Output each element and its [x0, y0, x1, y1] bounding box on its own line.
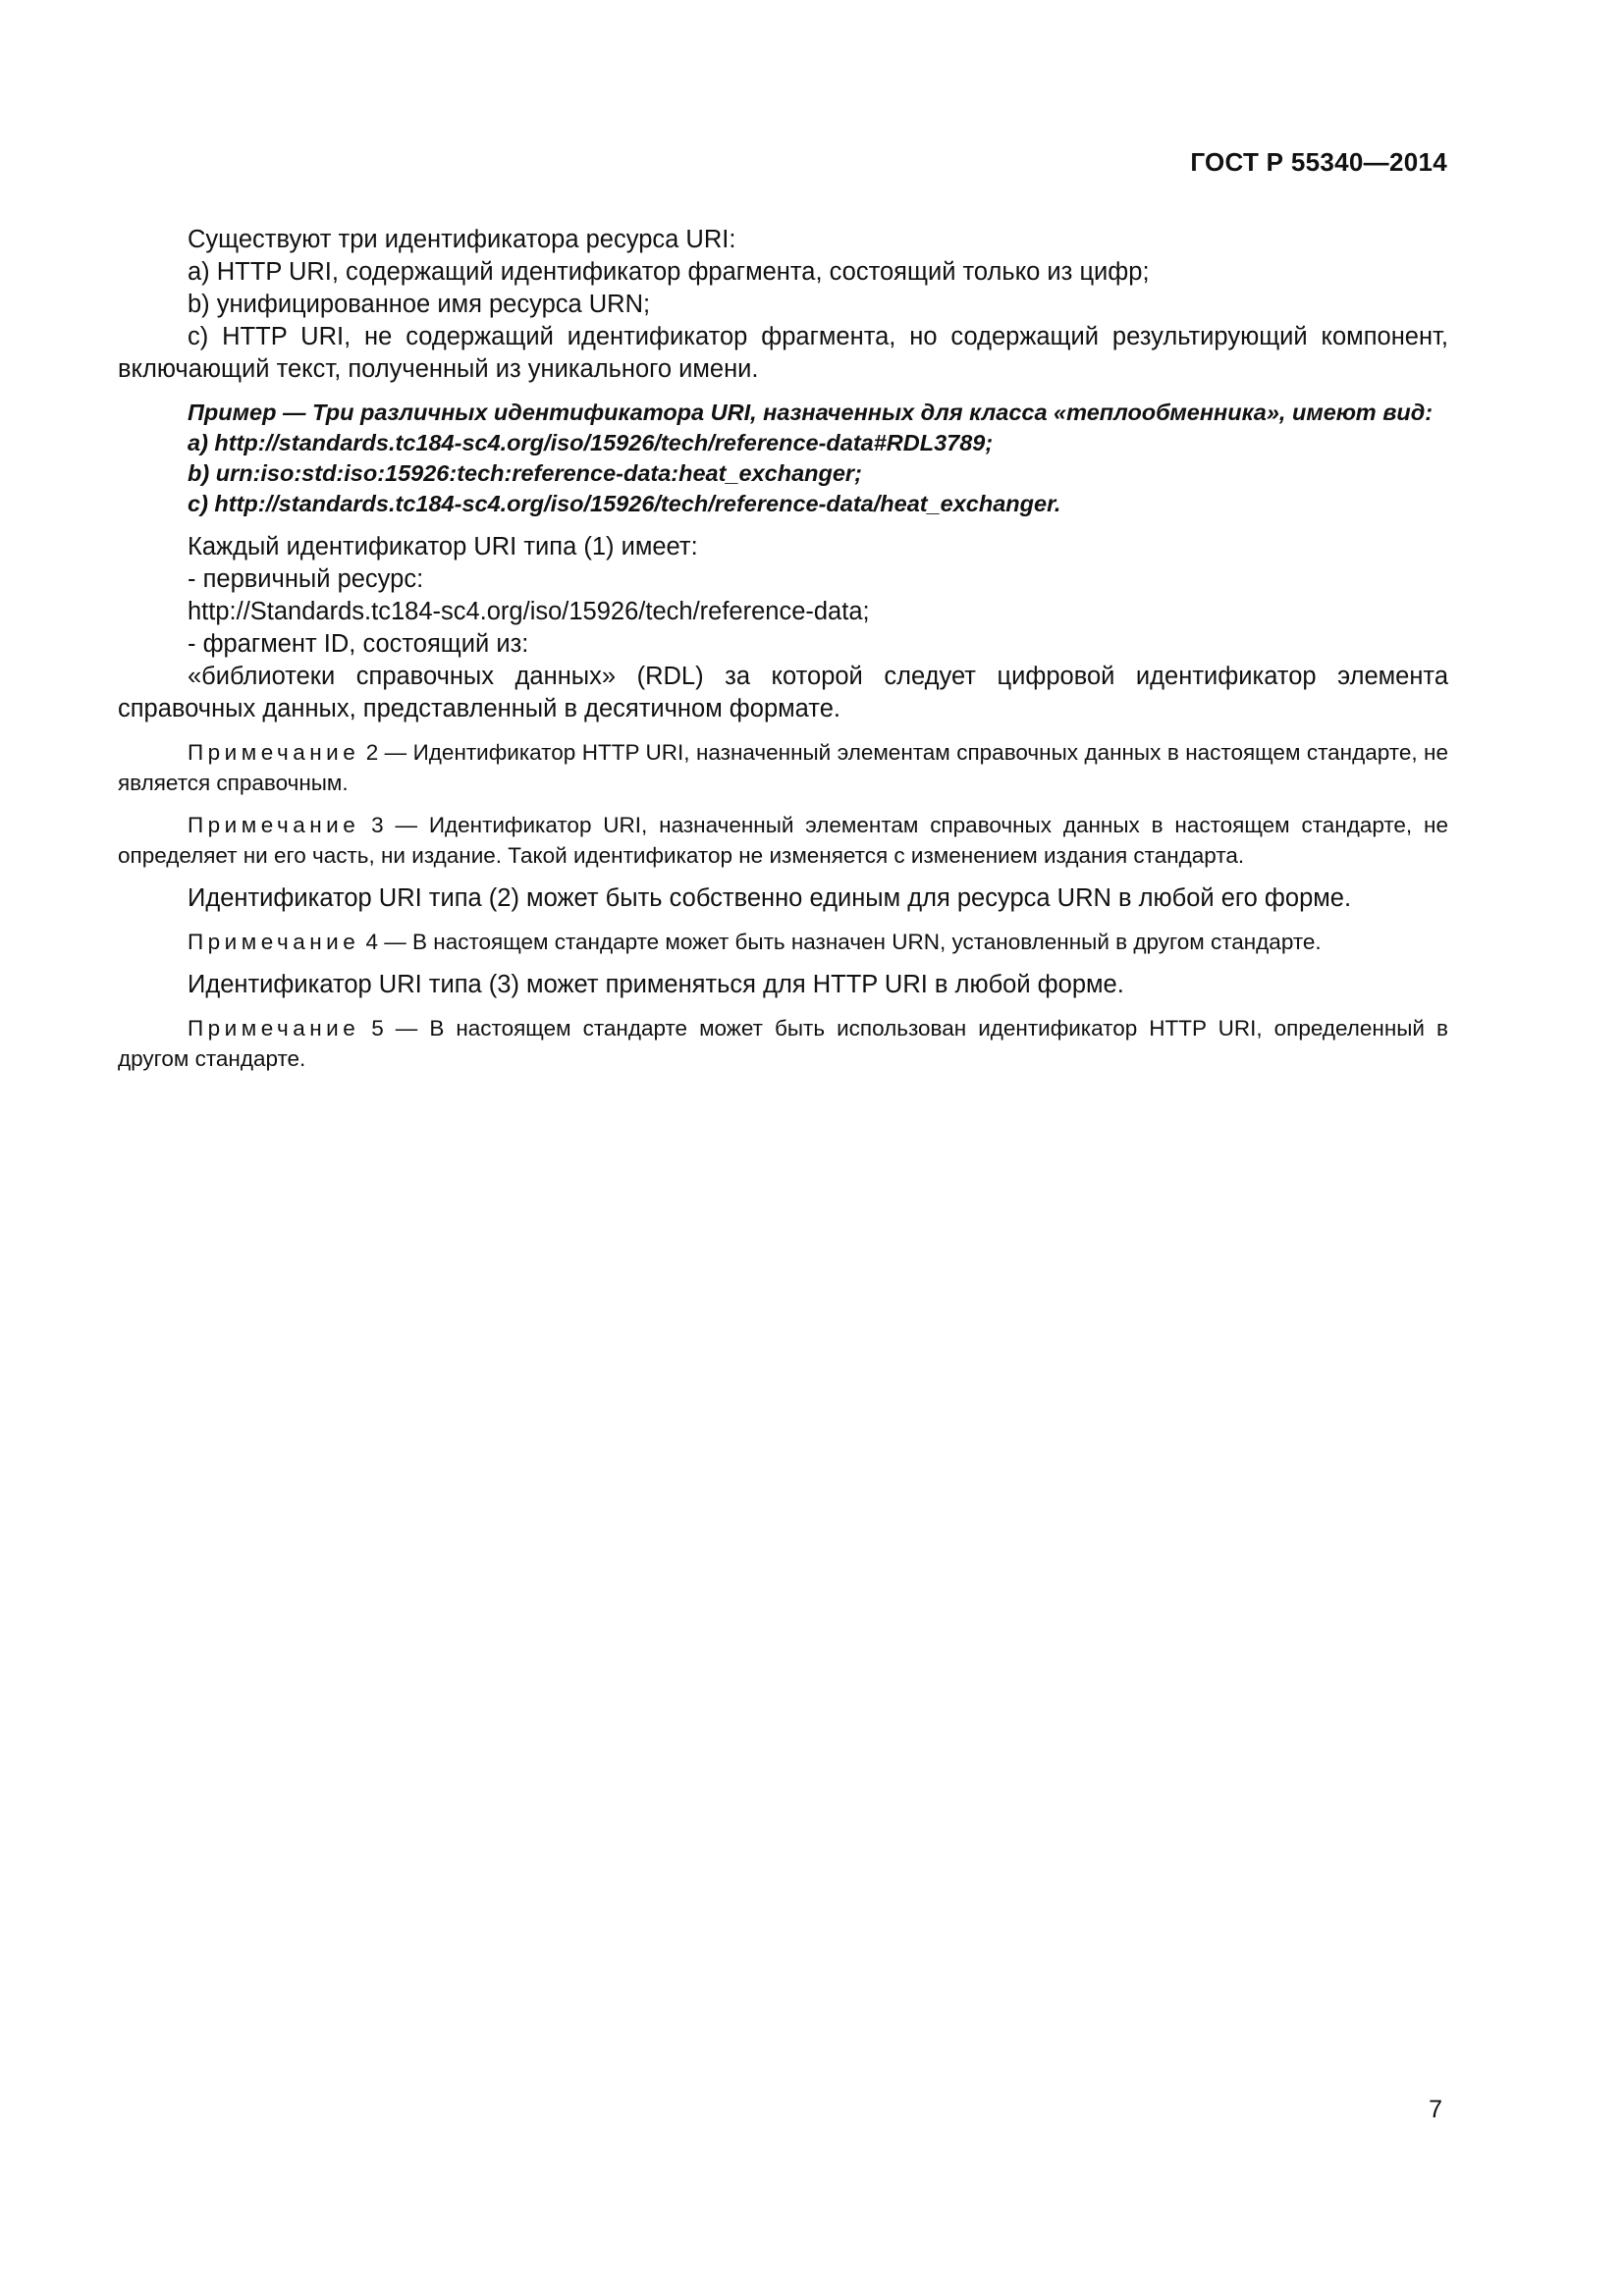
example-line-b: b) urn:iso:std:iso:15926:tech:reference-data:heat_exchanger; — [188, 460, 862, 486]
page-number: 7 — [1429, 2096, 1442, 2123]
note-5 — [118, 1013, 1448, 1074]
example-line-a: a) http://standards.tc184-sc4.org/iso/15926/tech/reference-data#RDL3789; — [188, 430, 994, 455]
document-header: ГОСТ Р 55340—2014 — [1190, 147, 1447, 177]
note-label: Примечание — [188, 813, 360, 837]
intro-item-b: b) унифицированное имя ресурса URN; — [188, 291, 651, 318]
intro-lead: Существуют три идентификатора ресурса URI: — [188, 226, 736, 253]
note-3-text: 3 — Идентификатор URI, назначенный элементам справочных данных в настоящем стандарте, не определяет ни его часть, ни издание. Такой идентификатор не изменяется с изменением издания стандарта. — [118, 813, 1448, 868]
type1-primary-value: http://Standards.tc184-sc4.org/iso/15926/tech/reference-data; — [188, 598, 870, 625]
intro-item-c: c) HTTP URI, не содержащий идентификатор фрагмента, но содержащий результирующий компонент, включающий текст, полученный из уникального имени. — [118, 323, 1448, 383]
note-3 — [118, 810, 1448, 871]
note-2-text: 2 — Идентификатор HTTP URI, назначенный элементам справочных данных в настоящем стандарте, не является справочным. — [118, 740, 1448, 795]
type1-lead: Каждый идентификатор URI типа (1) имеет: — [188, 533, 698, 561]
type1-primary-label: - первичный ресурс: — [188, 565, 424, 593]
type3-text: Идентификатор URI типа (3) может применяться для HTTP URI в любой форме. — [188, 971, 1124, 998]
note-label: Примечание — [188, 740, 360, 765]
note-2 — [118, 737, 1448, 798]
note-label: Примечание — [188, 1016, 360, 1041]
note-4 — [118, 927, 1448, 957]
page-content — [118, 224, 1448, 1074]
note-4-text: 4 — В настоящем стандарте может быть назначен URN, установленный в другом стандарте. — [365, 930, 1322, 954]
note-5-text: 5 — В настоящем стандарте может быть использован идентификатор HTTP URI, определенный в другом стандарте. — [118, 1016, 1448, 1071]
type1-fragment-desc: «библиотеки справочных данных» (RDL) за которой следует цифровой идентификатор элемента справочных данных, представленный в десятичном формате. — [118, 663, 1448, 722]
type1-fragment-label: - фрагмент ID, состоящий из: — [188, 630, 529, 658]
example-line-c: c) http://standards.tc184-sc4.org/iso/15926/tech/reference-data/heat_exchanger. — [188, 491, 1061, 516]
note-label: Примечание — [188, 930, 360, 954]
example-lead: Пример — Три различных идентификатора URI, назначенных для класса «теплообменника», имеют вид: — [188, 400, 1434, 425]
intro-item-a: a) HTTP URI, содержащий идентификатор фрагмента, состоящий только из цифр; — [188, 258, 1150, 286]
type2-text: Идентификатор URI типа (2) может быть собственно единым для ресурса URN в любой его форме. — [188, 884, 1352, 912]
